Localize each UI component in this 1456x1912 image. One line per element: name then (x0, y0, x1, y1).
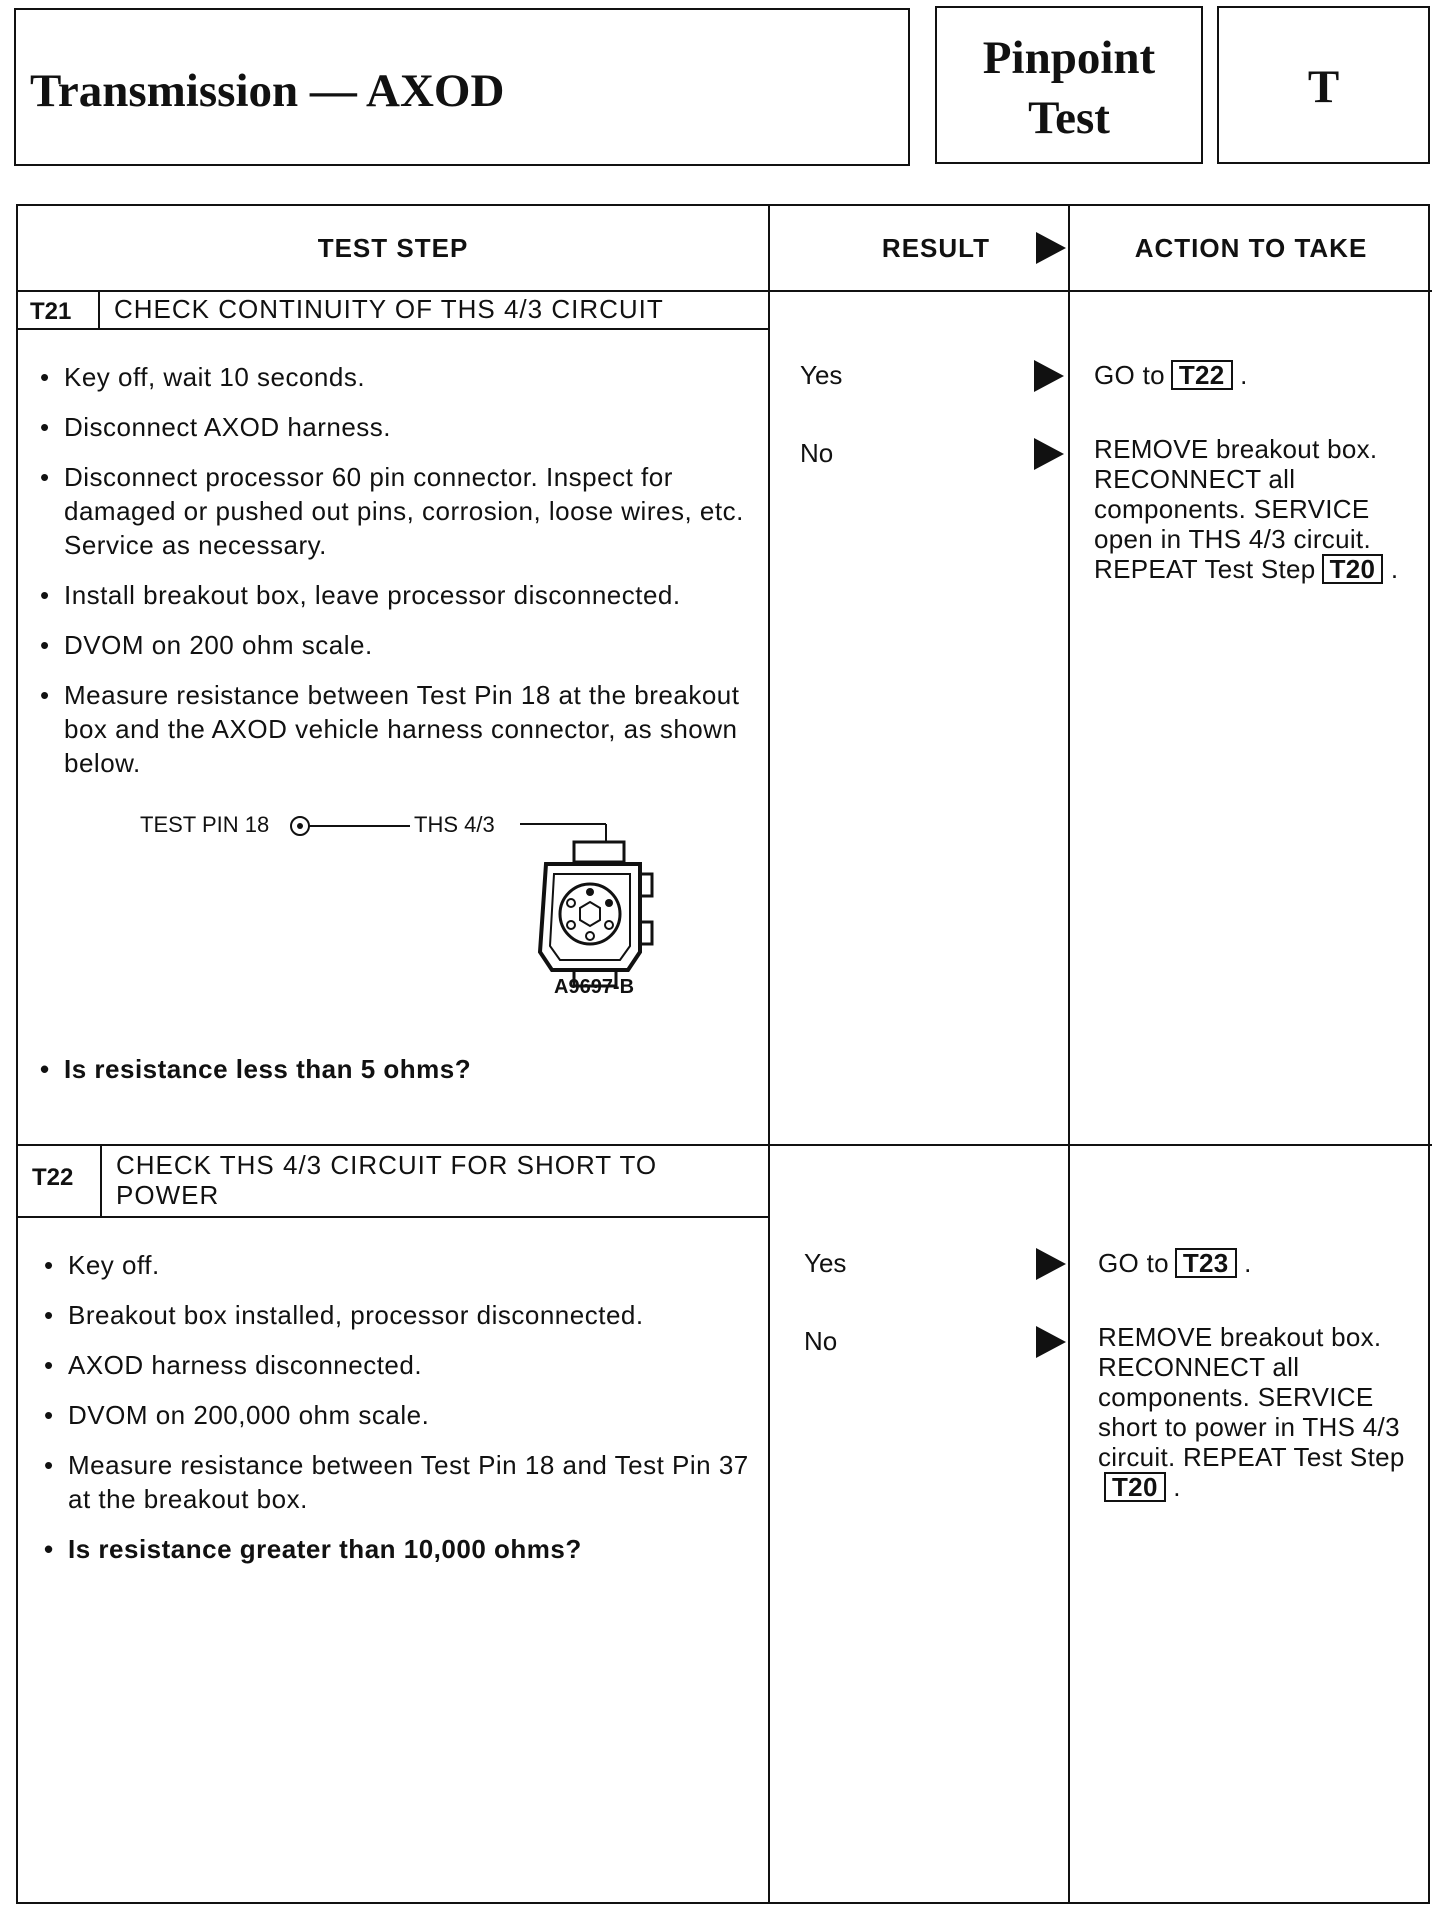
step-id-divider (98, 290, 100, 328)
arrow-icon (1034, 360, 1064, 392)
question-item: • Is resistance greater than 10,000 ohms? (42, 1532, 758, 1566)
arrow-icon (1036, 232, 1066, 264)
instruction-item: • DVOM on 200 ohm scale. (38, 628, 758, 662)
action-label: REMOVE breakout box. RECONNECT all components. SERVICE open in THS 4/3 circuit. REPEAT Test Step (1094, 434, 1378, 584)
action-suffix: . (1390, 554, 1399, 584)
step-reference[interactable]: T22 (1171, 360, 1233, 390)
figure-id: A9697-B (554, 976, 635, 998)
section-label-line1: Pinpoint (982, 32, 1156, 84)
step-question (38, 1052, 758, 1102)
column-header-test-step: TEST STEP (317, 233, 469, 263)
instruction-item: • Measure resistance between Test Pin 18 and Test Pin 37 at the breakout box. (42, 1448, 758, 1516)
result-no: No (800, 438, 834, 468)
action-suffix: . (1244, 1248, 1252, 1278)
column-divider (1068, 206, 1070, 1902)
step-divider (18, 1144, 1432, 1146)
action-suffix: . (1173, 1472, 1181, 1502)
action-text (1098, 1322, 1428, 1502)
header-divider (18, 290, 1432, 292)
step-id-divider (100, 1144, 102, 1216)
result-yes: Yes (800, 360, 843, 390)
step-reference[interactable]: T20 (1104, 1472, 1166, 1502)
step-title-divider (18, 1216, 768, 1218)
action-label: REMOVE breakout box. RECONNECT all components. SERVICE short to power in THS 4/3 circuit. REPEAT Test Step (1098, 1322, 1405, 1472)
section-label-line2: Test (1028, 92, 1110, 144)
diagram-wire-label: THS 4/3 (414, 812, 495, 837)
question-item: • Is resistance less than 5 ohms? (38, 1052, 758, 1086)
page-title: Transmission — AXOD (14, 8, 910, 166)
step-title-divider (18, 328, 768, 330)
arrow-icon (1036, 1248, 1066, 1280)
diagram-pin-label: TEST PIN 18 (140, 812, 270, 837)
instruction-item: • Measure resistance between Test Pin 18 at the breakout box and the AXOD vehicle harness connector, as shown below. (38, 678, 758, 780)
instruction-item: • DVOM on 200,000 ohm scale. (42, 1398, 758, 1432)
test-pin-dot (297, 823, 303, 829)
instruction-item: • Disconnect processor 60 pin connector. Inspect for damaged or pushed out pins, corrosion, loose wires, etc. Service as necessary. (38, 460, 758, 562)
section-label (935, 6, 1203, 164)
action-text (1098, 1248, 1428, 1278)
step-title: CHECK THS 4/3 CIRCUIT FOR SHORT TO POWER (116, 1150, 658, 1210)
action-label: GO to (1094, 360, 1165, 390)
instruction-item: • Disconnect AXOD harness. (38, 410, 758, 444)
connector-diagram (278, 802, 678, 1002)
instruction-item: • Breakout box installed, processor disconnected. (42, 1298, 758, 1332)
step-instructions (38, 360, 758, 796)
action-text (1094, 360, 1424, 390)
harness-connector-icon (540, 842, 652, 986)
step-reference[interactable]: T23 (1175, 1248, 1237, 1278)
step-id: T21 (30, 298, 72, 325)
step-reference[interactable]: T20 (1322, 554, 1384, 584)
action-label: GO to (1098, 1248, 1169, 1278)
step-id: T22 (32, 1164, 74, 1191)
pinpoint-test-table (16, 204, 1430, 1904)
column-divider (768, 206, 770, 1902)
result-yes: Yes (804, 1248, 847, 1278)
arrow-icon (1034, 438, 1064, 470)
instruction-item: • AXOD harness disconnected. (42, 1348, 758, 1382)
column-header-result: RESULT (881, 233, 990, 263)
instruction-item: • Key off. (42, 1248, 758, 1282)
result-no: No (804, 1326, 838, 1356)
action-text (1094, 434, 1424, 584)
action-suffix: . (1240, 360, 1248, 390)
arrow-icon (1036, 1326, 1066, 1358)
instruction-item: • Install breakout box, leave processor disconnected. (38, 578, 758, 612)
column-header-action: ACTION TO TAKE (1134, 233, 1368, 263)
instruction-item: • Key off, wait 10 seconds. (38, 360, 758, 394)
step-title: CHECK CONTINUITY OF THS 4/3 CIRCUIT (114, 294, 664, 324)
step-instructions (42, 1248, 758, 1582)
section-letter: T (1217, 6, 1430, 164)
